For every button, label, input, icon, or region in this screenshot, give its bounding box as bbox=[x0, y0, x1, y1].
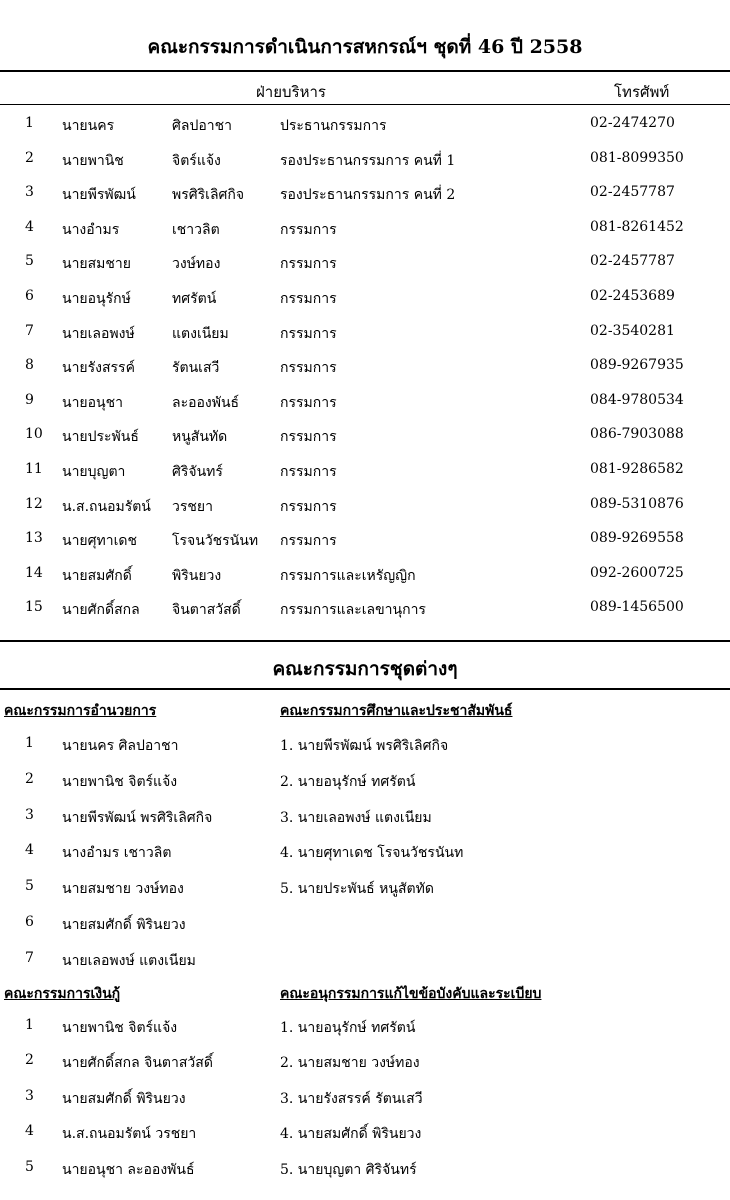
role: กรรมการ bbox=[280, 360, 337, 377]
first-name: นายรังสรรค์ bbox=[62, 360, 135, 377]
table-row bbox=[0, 323, 730, 347]
table-row bbox=[0, 599, 730, 623]
list-item-number: 3 bbox=[25, 1087, 34, 1104]
first-name: นายสมศักดิ์ bbox=[62, 567, 132, 584]
list-item: นายนคร ศิลปอาชา bbox=[62, 738, 179, 754]
phone: 081-8261452 bbox=[590, 218, 684, 235]
role: กรรมการ bbox=[280, 464, 337, 480]
phone: 081-9286582 bbox=[590, 461, 684, 477]
first-name: นายนคร bbox=[62, 118, 115, 134]
last-name: จินตาสวัสดิ์ bbox=[172, 602, 241, 619]
row-number: 4 bbox=[25, 218, 34, 235]
phone: 089-9269558 bbox=[590, 530, 684, 547]
row-number: 8 bbox=[25, 357, 34, 374]
phone: 084-9780534 bbox=[590, 391, 684, 408]
table-bottom-rule bbox=[0, 640, 730, 642]
last-name: ศิลปอาชา bbox=[172, 118, 232, 134]
first-name: นายบุญตา bbox=[62, 464, 126, 480]
list-item-number: 5 bbox=[25, 878, 34, 895]
table-row bbox=[0, 392, 730, 416]
role: กรรมการและเลขานุการ bbox=[280, 602, 426, 619]
last-name: ศิริจันทร์ bbox=[172, 464, 223, 480]
role: กรรมการ bbox=[280, 533, 337, 550]
phone: 089-1456500 bbox=[590, 599, 684, 616]
list-item: นายสมศักดิ์ พิรินยวง bbox=[62, 1090, 186, 1107]
first-name: นายศักดิ์สกล bbox=[62, 602, 140, 619]
committee-education-title: คณะกรรมการศึกษาและประชาสัมพันธ์ bbox=[280, 703, 513, 719]
list-item: 4. นายศุทาเดช โรจนวัชรนันท bbox=[280, 845, 464, 862]
row-number: 3 bbox=[25, 184, 34, 201]
first-name: นายสมชาย bbox=[62, 256, 131, 273]
list-item: 3. นายเลอพงษ์ แตงเนียม bbox=[280, 809, 432, 826]
page-title: คณะกรรมการดำเนินการสหกรณ์ฯ ชุดที่ 46 ปี 2558 bbox=[147, 36, 583, 58]
committee-rules-title: คณะอนุกรรมการแก้ไขข้อบังคับและระเบียบ bbox=[280, 986, 542, 1002]
list-item: นายอนุชา ละอองพันธ์ bbox=[62, 1161, 195, 1178]
phone: 02-3540281 bbox=[590, 322, 675, 339]
phone: 089-5310876 bbox=[590, 495, 684, 512]
table-row bbox=[0, 219, 730, 243]
table-row bbox=[0, 115, 730, 139]
table-row bbox=[0, 150, 730, 174]
list-item: น.ส.ถนอมรัตน์ วรชยา bbox=[62, 1126, 197, 1143]
list-item: นางอำมร เชาวลิต bbox=[62, 845, 172, 862]
committee-loan-title: คณะกรรมการเงินกู้ bbox=[4, 986, 121, 1002]
row-number: 10 bbox=[25, 426, 43, 443]
role: กรรมการ bbox=[280, 291, 337, 307]
row-number: 2 bbox=[25, 149, 34, 166]
row-number: 13 bbox=[25, 530, 43, 547]
list-item: 3. นายรังสรรค์ รัตนเสวี bbox=[280, 1090, 423, 1107]
last-name: ละอองพันธ์ bbox=[172, 394, 240, 411]
list-item-number: 1 bbox=[25, 1017, 34, 1033]
row-number: 14 bbox=[25, 564, 43, 581]
last-name: วรชยา bbox=[172, 498, 213, 515]
committee-admin-title: คณะกรรมการอำนวยการ bbox=[4, 703, 157, 719]
last-name: รัตนเสวี bbox=[172, 360, 220, 377]
table-row bbox=[0, 426, 730, 450]
first-name: นายประพันธ์ bbox=[62, 429, 139, 446]
role: กรรมการ bbox=[280, 394, 337, 411]
list-item-number: 7 bbox=[25, 949, 34, 966]
table-row bbox=[0, 461, 730, 485]
table-top-rule bbox=[0, 70, 730, 72]
row-number: 12 bbox=[25, 495, 43, 512]
list-item: 2. นายสมชาย วงษ์ทอง bbox=[280, 1055, 420, 1072]
list-item: 1. นายพีรพัฒน์ พรศิริเลิศกิจ bbox=[280, 738, 449, 754]
header-main: ฝ่ายบริหาร bbox=[256, 83, 326, 101]
committees-rule bbox=[0, 688, 730, 690]
role: กรรมการ bbox=[280, 429, 337, 446]
row-number: 15 bbox=[25, 599, 43, 616]
row-number: 11 bbox=[25, 461, 43, 477]
first-name: นายอนุชา bbox=[62, 394, 123, 411]
role: กรรมการและเหรัญญิก bbox=[280, 567, 416, 584]
role: กรรมการ bbox=[280, 498, 337, 515]
last-name: หนูสันทัด bbox=[172, 429, 228, 446]
table-row bbox=[0, 357, 730, 381]
list-item: นายสมชาย วงษ์ทอง bbox=[62, 881, 184, 898]
role: กรรมการ bbox=[280, 256, 337, 273]
list-item-number: 5 bbox=[25, 1158, 34, 1175]
table-row bbox=[0, 565, 730, 589]
list-item: 5. นายบุญตา ศิริจันทร์ bbox=[280, 1161, 417, 1178]
role: รองประธานกรรมการ คนที่ 1 bbox=[280, 152, 456, 169]
list-item: นายพานิช จิตร์แจ้ง bbox=[62, 1020, 178, 1036]
list-item-number: 4 bbox=[25, 842, 34, 859]
phone: 092-2600725 bbox=[590, 564, 684, 581]
table-row bbox=[0, 496, 730, 520]
table-header-rule bbox=[0, 104, 730, 105]
phone: 02-2457787 bbox=[590, 253, 675, 270]
role: รองประธานกรรมการ คนที่ 2 bbox=[280, 187, 456, 204]
role: กรรมการ bbox=[280, 221, 337, 238]
list-item-number: 3 bbox=[25, 806, 34, 823]
first-name: น.ส.ถนอมรัตน์ bbox=[62, 498, 151, 515]
phone: 086-7903088 bbox=[590, 426, 684, 443]
phone: 02-2453689 bbox=[590, 288, 675, 304]
last-name: ทศรัตน์ bbox=[172, 291, 217, 307]
list-item: 2. นายอนุรักษ์ ทศรัตน์ bbox=[280, 773, 416, 790]
role: ประธานกรรมการ bbox=[280, 118, 387, 134]
phone: 089-9267935 bbox=[590, 357, 684, 374]
first-name: นายพีรพัฒน์ bbox=[62, 187, 136, 204]
list-item: นายเลอพงษ์ แตงเนียม bbox=[62, 952, 196, 969]
header-phone: โทรศัพท์ bbox=[614, 83, 670, 101]
first-name: นายเลอพงษ์ bbox=[62, 325, 135, 342]
list-item: นายศักดิ์สกล จินตาสวัสดิ์ bbox=[62, 1055, 213, 1072]
first-name: นายพานิช bbox=[62, 152, 124, 169]
list-item: 1. นายอนุรักษ์ ทศรัตน์ bbox=[280, 1020, 416, 1036]
first-name: นายอนุรักษ์ bbox=[62, 291, 131, 307]
last-name: จิตร์แจ้ง bbox=[172, 152, 221, 169]
list-item-number: 1 bbox=[25, 735, 34, 751]
list-item: 5. นายประพันธ์ หนูสัตทัด bbox=[280, 881, 434, 898]
last-name: เชาวลิต bbox=[172, 221, 220, 238]
list-item-number: 2 bbox=[25, 770, 34, 787]
table-row bbox=[0, 530, 730, 554]
row-number: 5 bbox=[25, 253, 34, 270]
list-item: นายพีรพัฒน์ พรศิริเลิศกิจ bbox=[62, 809, 213, 826]
first-name: นางอำมร bbox=[62, 221, 120, 238]
first-name: นายศุทาเดช bbox=[62, 533, 137, 550]
last-name: โรจนวัชรนันท bbox=[172, 533, 259, 550]
list-item: นายสมศักดิ์ พิรินยวง bbox=[62, 917, 186, 933]
row-number: 6 bbox=[25, 288, 34, 304]
list-item-number: 2 bbox=[25, 1052, 34, 1069]
phone: 02-2457787 bbox=[590, 184, 675, 201]
phone: 02-2474270 bbox=[590, 115, 675, 131]
list-item: นายพานิช จิตร์แจ้ง bbox=[62, 773, 178, 790]
list-item-number: 4 bbox=[25, 1123, 34, 1140]
committees-title: คณะกรรมการชุดต่างๆ bbox=[272, 658, 458, 680]
last-name: แตงเนียม bbox=[172, 325, 229, 342]
role: กรรมการ bbox=[280, 325, 337, 342]
last-name: พรศิริเลิศกิจ bbox=[172, 187, 245, 204]
row-number: 7 bbox=[25, 322, 34, 339]
row-number: 9 bbox=[25, 391, 34, 408]
last-name: พิรินยวง bbox=[172, 567, 222, 584]
phone: 081-8099350 bbox=[590, 149, 684, 166]
list-item: 4. นายสมศักดิ์ พิรินยวง bbox=[280, 1126, 422, 1143]
table-row bbox=[0, 288, 730, 312]
table-row bbox=[0, 184, 730, 208]
table-row bbox=[0, 253, 730, 277]
last-name: วงษ์ทอง bbox=[172, 256, 221, 273]
row-number: 1 bbox=[25, 115, 34, 131]
list-item-number: 6 bbox=[25, 914, 34, 930]
